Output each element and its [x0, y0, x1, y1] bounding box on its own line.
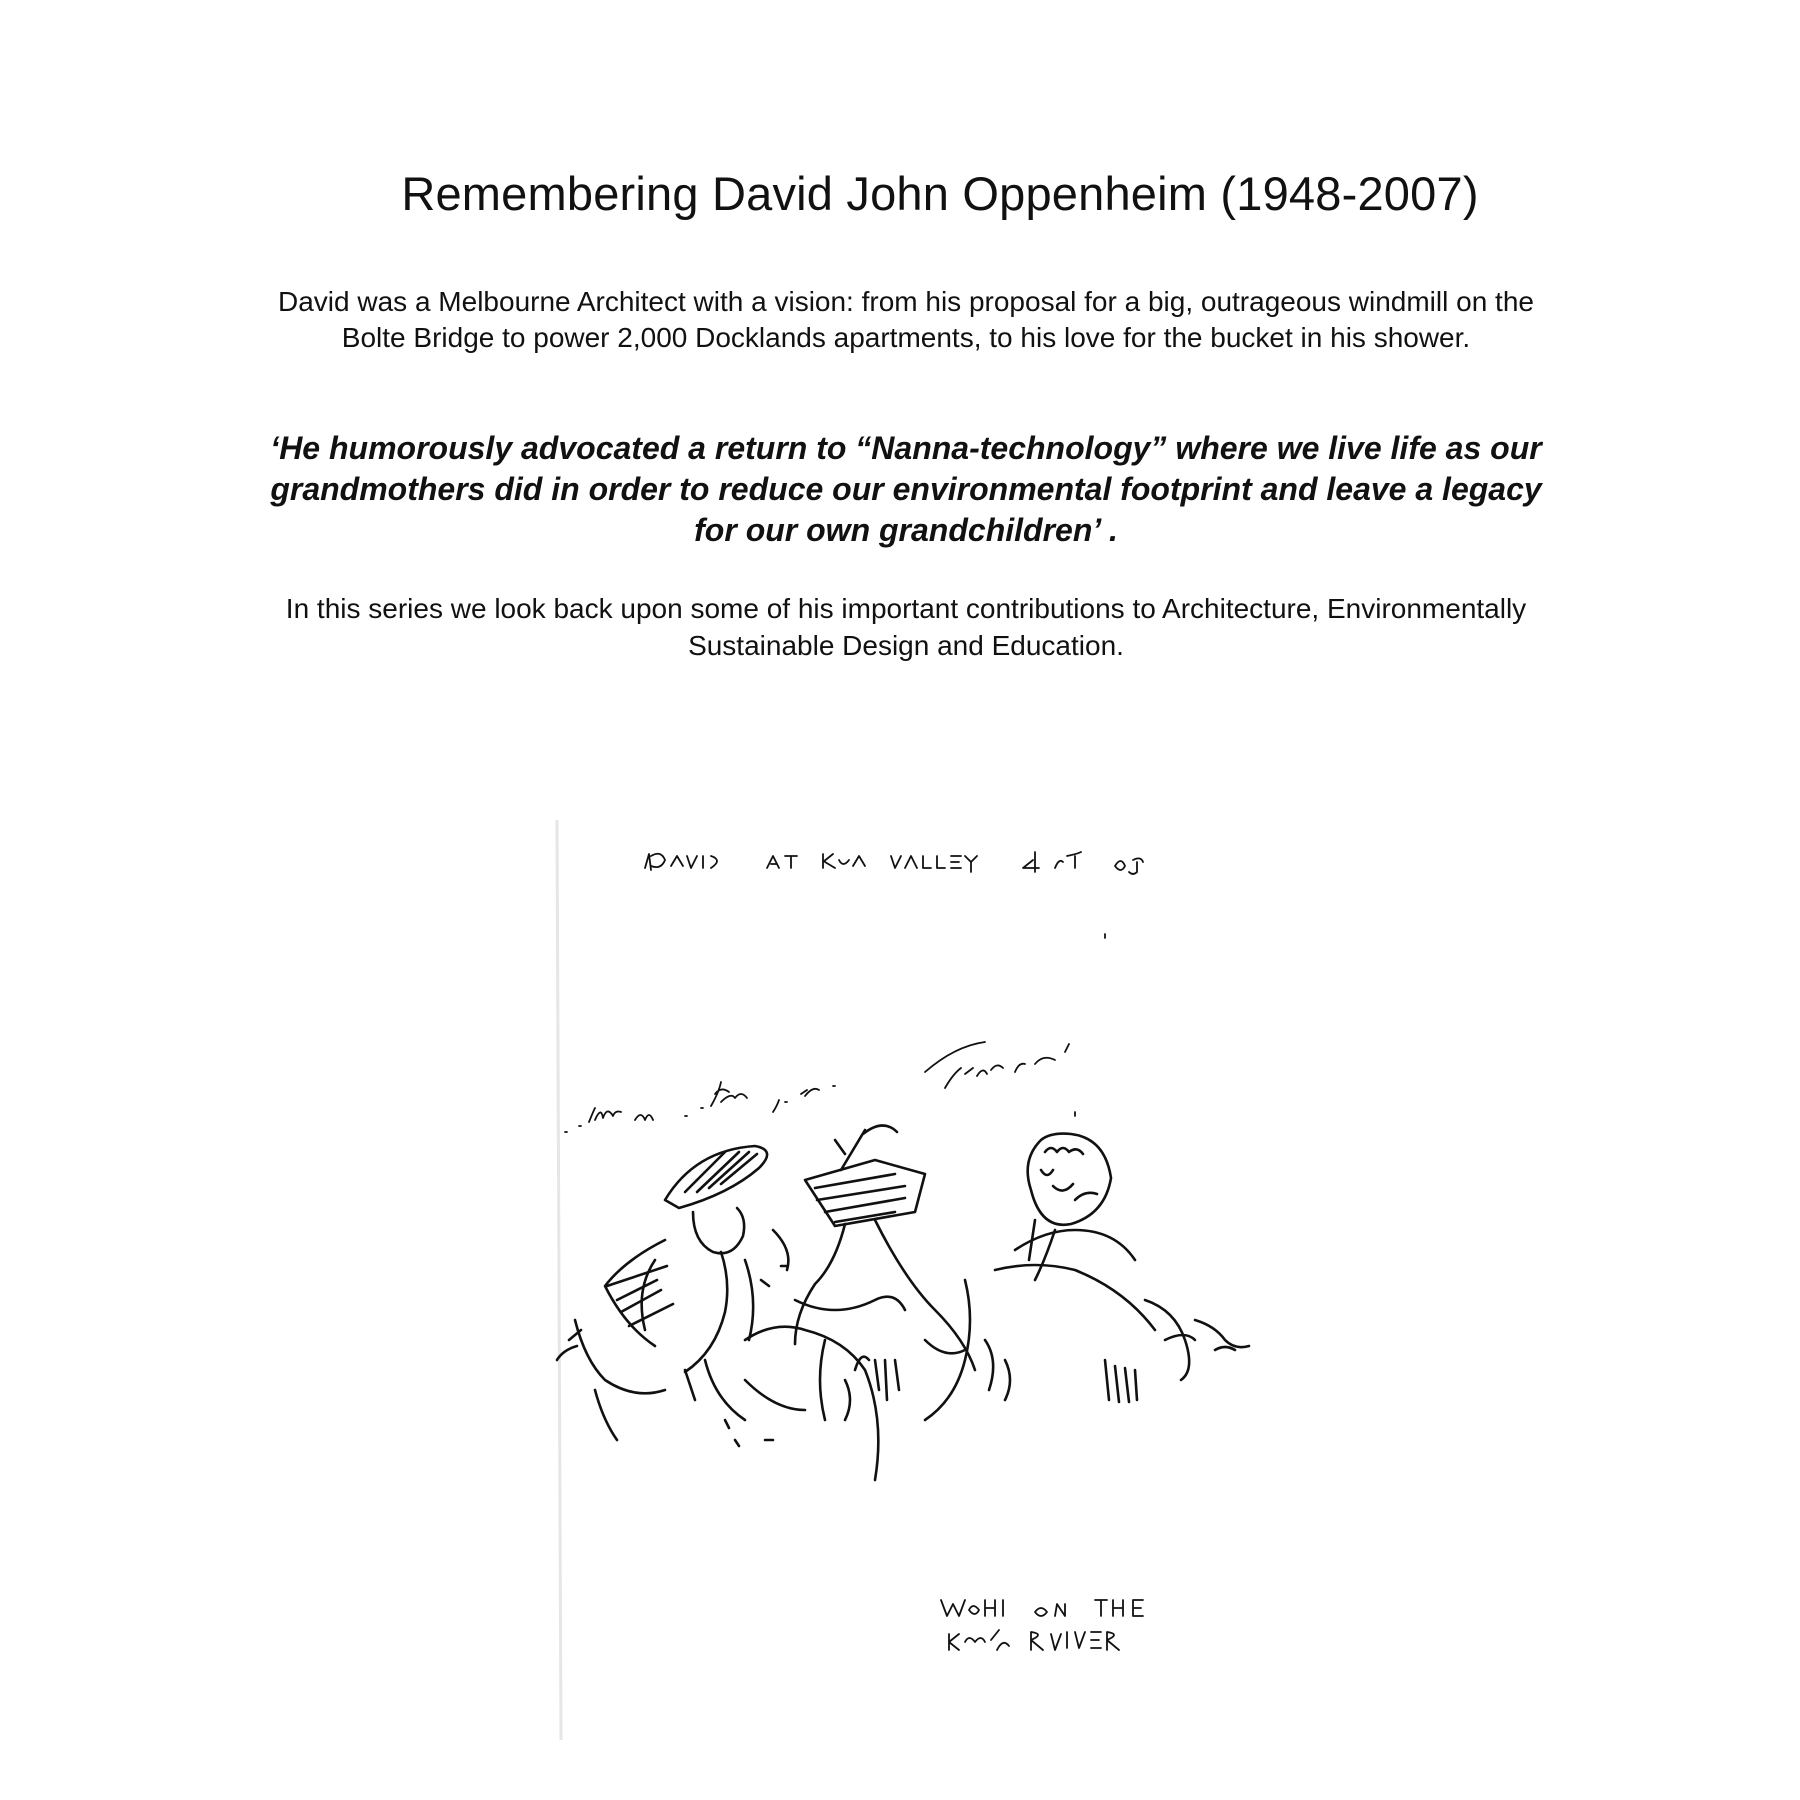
intro-paragraph: David was a Melbourne Architect with a vision: from his proposal for a big, outrageous windmill on the Bolte Bridge to power 2,000 Docklands apartments, to his love for the bucket in his shower.: [278, 286, 1534, 353]
handwritten-scribbles: [565, 934, 1105, 1132]
figure-curly-hair: [925, 1134, 1249, 1420]
series-description: In this series we look back upon some of his important contributions to Architecture, Environmentally Sustainable Design and Education.: [285, 593, 1527, 661]
page-title: Remembering David John Oppenheim (1948-2007): [401, 167, 1479, 220]
hand-drawn-sketch: [545, 820, 1405, 1750]
paper-edge: [557, 820, 561, 1740]
sketch-drawing: [545, 820, 1405, 1750]
figure-with-hat: [557, 1146, 767, 1440]
pull-quote: ‘He humorously advocated a return to “Nanna-technology” where we live life as our grandmothers did in order to reduce our environmental footprint and leave a legacy for our own grandchildren’ .: [270, 430, 1542, 548]
handwritten-caption-bottom: [941, 1600, 1143, 1650]
handwritten-caption-top: [645, 852, 1143, 874]
